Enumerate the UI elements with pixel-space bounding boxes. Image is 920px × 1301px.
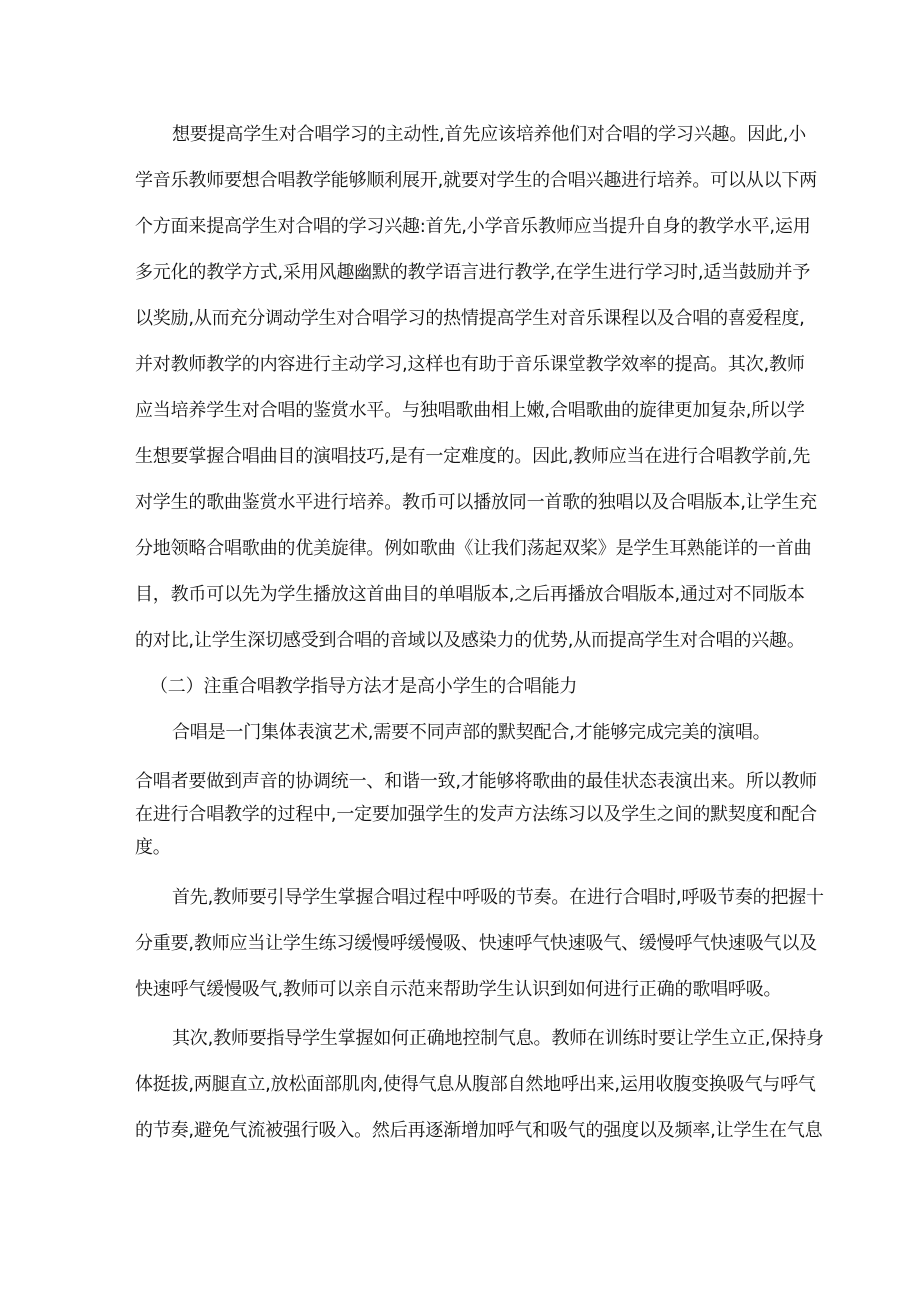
paragraph-1-line: 并对教师教学的内容进行主动学习,这样也有助于音乐课堂教学效率的提高。其次,教师 [135, 354, 805, 375]
paragraph-1-line: 个方面来提高学生对合唱的学习兴趣:首先,小学音乐教师应当提升自身的教学水平,运用 [135, 216, 811, 237]
paragraph-1-line: 目，教币可以先为学生播放这首曲目的单唱版本,之后再播放合唱版本,通过对不同版本 [135, 584, 805, 605]
paragraph-1-line: 想要提高学生对合唱学习的主动性,首先应该培养他们对合唱的学习兴趣。因此,小 [172, 124, 807, 145]
paragraph-1-line: 分地领略合唱歌曲的优美旋律。例如歌曲《让我们荡起双桨》是学生耳熟能详的一首曲 [135, 538, 812, 559]
paragraph-1-line: 多元化的教学方式,采用风趣幽默的教学语言进行教学,在学生进行学习时,适当鼓励并予 [135, 262, 811, 283]
paragraph-2-line: 在进行合唱教学的过程中,一定要加强学生的发声方法练习以及学生之间的默契度和配合 [135, 804, 817, 825]
paragraph-3-line: 分重要,教师应当让学生练习缓慢呼缓慢吸、快速呼气快速吸气、缓慢呼气快速吸气以及 [135, 933, 817, 954]
paragraph-2-line: 合唱是一门集体表演艺术,需要不同声部的默契配合,才能够完成完美的演唱。 [172, 722, 771, 743]
paragraph-1-line: 生想要掌握合唱曲目的演唱技巧,是有一定难度的。因此,教师应当在进行合唱教学前,先 [135, 446, 811, 467]
paragraph-4-line: 体挺拔,两腿直立,放松面部肌肉,使得气息从腹部自然地呼出来,运用收腹变换吸气与呼气 [135, 1074, 816, 1095]
section-heading: （二）注重合唱教学指导方法才是高小学生的合唱能力 [150, 676, 578, 697]
paragraph-4-line: 其次,教师要指导学生掌握如何正确地控制气息。教师在训练时要让学生立正,保持身 [172, 1028, 824, 1049]
paragraph-4-line: 的节奏,避免气流被强行吸入。然后再逐渐增加呼气和吸气的强度以及频率,让学生在气息 [135, 1120, 823, 1141]
paragraph-3-line: 首先,教师要引导学生掌握合唱过程中呼吸的节奏。在进行合唱时,呼吸节奏的把握十 [172, 887, 824, 908]
paragraph-2-line: 度。 [135, 837, 171, 858]
paragraph-1-line: 应当培养学生对合唱的鉴赏水平。与独唱歌曲相上嫩,合唱歌曲的旋律更加复杂,所以学 [135, 400, 805, 421]
paragraph-1-line: 以奖励,从而充分调动学生对合唱学习的热情提高学生对音乐课程以及合唱的喜爱程度, [135, 308, 805, 329]
paragraph-1-line: 对学生的歌曲鉴赏水平进行培养。教币可以播放同一首歌的独唱以及合唱版本,让学生充 [135, 492, 817, 513]
paragraph-1-line: 的对比,让学生深切感受到合唱的音域以及感染力的优势,从而提高学生对合唱的兴趣。 [135, 630, 805, 651]
paragraph-3-line: 快速呼气缓慢吸气,教师可以亲自示范来帮助学生认识到如何进行正确的歌唱呼吸。 [135, 979, 782, 1000]
paragraph-2-line: 合唱者要做到声音的协调统一、和谐一致,才能够将歌曲的最佳状态表演出来。所以教师 [135, 771, 817, 792]
paragraph-1-line: 学音乐教师要想合唱教学能够顺利展开,就要对学生的合唱兴趣进行培养。可以从以下两 [135, 170, 817, 191]
